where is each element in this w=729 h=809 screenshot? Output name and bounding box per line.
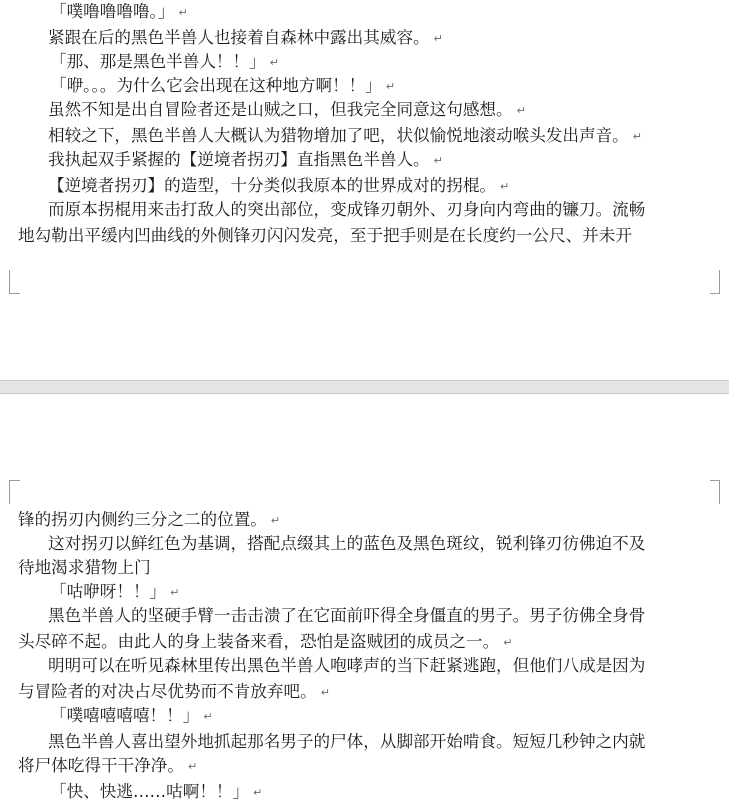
text-line: 这对拐刃以鲜红色为基调，搭配点缀其上的蓝色及黑色斑纹，锐利锋刃彷佛迫不及 xyxy=(48,534,646,553)
paragraph-mark-icon: ↵ xyxy=(203,710,213,723)
paragraph-mark-icon: ↵ xyxy=(269,56,279,69)
text-line: 相较之下，黑色半兽人大概认为猎物增加了吧，状似愉悦地滚动喉头发出声音。 ↵ xyxy=(48,126,642,145)
text-line: 虽然不知是出自冒险者还是山贼之口，但我完全同意这句感想。 ↵ xyxy=(48,100,526,119)
text-line: 黑色半兽人喜出望外地抓起那名男子的尸体，从脚部开始啃食。短短几秒钟之内就 xyxy=(48,732,646,751)
text-line: 我执起双手紧握的【逆境者拐刃】直指黑色半兽人。 ↵ xyxy=(48,150,443,169)
text-line: 「咕咿呀！！」 ↵ xyxy=(50,582,180,601)
text-line: 「那、那是黑色半兽人！！」 ↵ xyxy=(50,52,279,71)
document-page-1 xyxy=(0,0,729,380)
text-line: 紧跟在后的黑色半兽人也接着自森林中露出其威容。 ↵ xyxy=(48,28,443,47)
paragraph-mark-icon: ↵ xyxy=(500,180,510,193)
paragraph-mark-icon: ↵ xyxy=(178,6,188,19)
paragraph-mark-icon: ↵ xyxy=(320,686,330,699)
text-line: 待地渴求猎物上门 xyxy=(18,558,151,577)
text-line: 与冒险者的对决占尽优势而不肯放弃吧。 ↵ xyxy=(18,682,330,701)
paragraph-mark-icon: ↵ xyxy=(270,514,281,527)
text-line: 明明可以在听见森林里传出黑色半兽人咆哮声的当下赶紧逃跑，但他们八成是因为 xyxy=(48,656,646,675)
paragraph-mark-icon: ↵ xyxy=(253,786,263,799)
paragraph-mark-icon: ↵ xyxy=(632,130,642,143)
text-line: 「噗噜噜噜噜。」 ↵ xyxy=(50,2,188,21)
text-line: 头尽碎不起。由此人的身上装备来看，恐怕是盗贼团的成员之一。 ↵ xyxy=(18,632,513,651)
paragraph-mark-icon: ↵ xyxy=(516,104,526,117)
document-page-2 xyxy=(0,394,729,809)
text-line: 锋的拐刃内侧约三分之二的位置。 ↵ xyxy=(18,510,281,529)
text-line: 「快、快逃……咕啊！！」 ↵ xyxy=(50,782,263,801)
text-line: 「咿。。。为什么它会出现在这种地方啊！！」 ↵ xyxy=(50,76,396,95)
page-separator xyxy=(0,380,729,394)
paragraph-mark-icon: ↵ xyxy=(170,586,180,599)
paragraph-mark-icon: ↵ xyxy=(187,760,198,773)
text-line: 而原本拐棍用来击打敌人的突出部位，变成锋刃朝外、刃身向内弯曲的镰刀。流畅 xyxy=(48,200,646,219)
paragraph-mark-icon: ↵ xyxy=(433,32,443,45)
paragraph-mark-icon: ↵ xyxy=(503,636,513,649)
paragraph-mark-icon: ↵ xyxy=(385,80,396,93)
text-line: 将尸体吃得干干净净。 ↵ xyxy=(18,756,198,775)
crop-mark-icon xyxy=(709,480,720,504)
text-line: 黑色半兽人的坚硬手臂一击击溃了在它面前吓得全身僵直的男子。男子彷佛全身骨 xyxy=(48,606,646,625)
crop-mark-icon xyxy=(9,480,20,504)
text-line: 地勾勒出平缓内凹曲线的外侧锋刃闪闪发亮，至于把手则是在长度约一公尺、并未开 xyxy=(18,226,632,245)
crop-mark-icon xyxy=(709,270,720,294)
crop-mark-icon xyxy=(9,270,20,294)
paragraph-mark-icon: ↵ xyxy=(433,154,443,167)
text-line: 「噗嘻嘻嘻嘻！！」 ↵ xyxy=(50,706,213,725)
text-line: 【逆境者拐刃】的造型，十分类似我原本的世界成对的拐棍。 ↵ xyxy=(48,176,510,195)
